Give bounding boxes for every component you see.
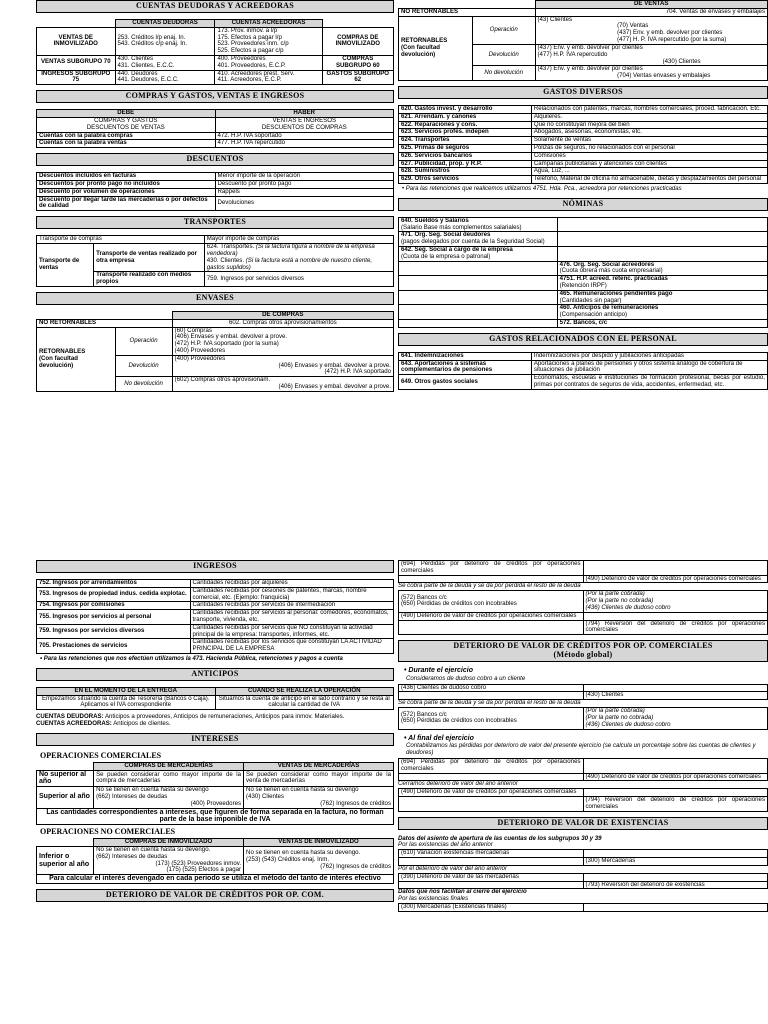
cell: Descuento por pronto pago — [215, 181, 394, 189]
cell: 643. Aportaciones a sistemas complementarios de pensiones — [399, 360, 532, 375]
text: Durante el ejercicio — [408, 667, 473, 675]
nominas-table — [398, 217, 768, 328]
bottom-left-column — [36, 560, 394, 908]
text: (Retención IRPF) — [559, 282, 607, 289]
cell — [94, 847, 244, 875]
row-label: COMPRAS DE INMOVILIZADO — [322, 27, 393, 55]
existencias-table-1 — [398, 849, 768, 866]
subsection-title: OPERACIONES COMERCIALES — [40, 750, 162, 760]
cell: 173. Prov. inmov. a l/p 175. Efectos a pagar l/p 523. Proveedores inm. c/p 525. Efectos a pagar c/p — [215, 27, 322, 55]
text: (430) Clientes — [246, 793, 284, 800]
cell: 705. Prestaciones de servicios — [37, 639, 191, 654]
cell: Operación — [472, 16, 535, 44]
section-deterioro-existencias — [398, 817, 768, 912]
transportes-table — [36, 235, 394, 287]
text: (Salario Base más complementos salariales) — [401, 223, 522, 231]
cell: Descuento por volumen de operaciones — [37, 188, 216, 196]
cell: Alquileres. — [531, 113, 767, 121]
cell: 622. Reparaciones y cons. — [399, 121, 532, 129]
deterioro-cont-table-2 — [398, 590, 768, 635]
section-title: ENVASES — [36, 292, 394, 305]
cell: Transporte de ventas — [37, 244, 94, 287]
cell: Descuentos incluidos en facturas — [37, 173, 216, 181]
text: 460. Anticipos de remuneraciones — [559, 304, 659, 312]
col-header: COMPRAS DE MERCADERÍAS — [94, 762, 244, 770]
cell — [557, 246, 767, 261]
cell: Las cantidades correspondientes a intereses, que figuren de forma separada en la factura, no forman parte de la base imponible de IVA — [37, 808, 394, 825]
subtext: Consideramos de dudoso cobro a un cliente — [406, 674, 526, 682]
section-title: TRANSPORTES — [36, 216, 394, 229]
cell: 620. Gastos invest. y desarrollo — [399, 105, 532, 113]
cell: Agua, Luz, ... — [531, 168, 767, 176]
cell — [244, 787, 394, 808]
cell — [399, 276, 558, 291]
cell: RETORNABLES (Con facultad devolución) — [37, 327, 116, 391]
cell: 752. Ingresos por arrendamientos — [37, 579, 191, 587]
cell: Se pueden considerar como mayor importe de la compra de mercaderías — [94, 770, 244, 787]
cell: 410. Acreedores prest. Serv. 411. Acreedores, E.C.P. — [215, 70, 322, 85]
text: 640. Sueldos y Salarios — [401, 216, 469, 224]
section-deterioro-continuacion — [398, 560, 768, 635]
row-label: INGRESOS SUBGRUPO 75 — [37, 70, 116, 85]
text: Para las retenciones que nos efectúen utilizamos la 473. Hacienda Pública, retenciones y pagos a cuenta — [43, 656, 343, 663]
cell: Cuentas con la palabra ventas — [37, 140, 216, 148]
cell: Descuentos por pronto pago no incluidos — [37, 181, 216, 189]
col-header: CUENTAS DEUDORAS — [115, 19, 215, 27]
cell: (60) Compras (406) Envases y embal. devolver a prove. (472) H.P. IVA soportado (por la suma) (400) Proveedores — [172, 327, 393, 355]
cell — [399, 232, 558, 247]
text: (Cuota obrera más cuota empresarial) — [559, 267, 663, 275]
cell: (490) Deterioro de valor de créditos por operaciones comerciales — [399, 612, 584, 620]
cell: 625. Primas de seguros — [399, 144, 532, 152]
section-envases-ventas — [398, 0, 768, 81]
cell: 624. Transportes — [399, 137, 532, 145]
row-label: VENTAS SUBGRUPO 70 — [37, 56, 116, 71]
global-table-1 — [398, 684, 768, 701]
cell: (390) Deterioro de valor de las mercaderías — [399, 873, 584, 881]
text: (704) Ventas envases y embalajes — [617, 72, 711, 80]
cell — [94, 787, 244, 808]
cell: Transporte de compras — [37, 236, 205, 244]
section-title: INGRESOS — [36, 560, 394, 573]
cell — [399, 290, 558, 305]
text: (602) Compras otros aprovisionam. — [174, 376, 271, 384]
cell: Transporte realizado con medios propios — [94, 272, 205, 287]
cell: Se pueden considerar como mayor importe de la venta de mercaderías — [244, 770, 394, 787]
cell: 759. Ingresos por servicios diversos — [37, 624, 191, 639]
cell: 628. Suministros — [399, 168, 532, 176]
cell: 572. Bancos, c/c — [557, 320, 767, 328]
text: (pagos delegados por cuenta de la Seguridad Social) — [401, 238, 545, 246]
cell — [583, 759, 768, 774]
cell: Indemnizaciones por despido y jubilaciones anticipadas — [531, 352, 767, 360]
cell: Teléfono, Material de oficina no almacenable, dietas y desplazamientos del personal — [531, 176, 767, 184]
cell: COMPRAS Y GASTOS DESCUENTOS DE VENTAS — [37, 118, 216, 133]
text: 430. Clientes. — [206, 256, 245, 264]
row-label: VENTAS DE INMOVILIZADO — [37, 27, 116, 55]
cell — [399, 217, 558, 232]
cell — [535, 66, 767, 81]
subheading: • Al final del ejercicio — [404, 734, 474, 742]
col-header: COMPRAS DE INMOVILIZADO — [94, 839, 244, 847]
cell: 253. Créditos l/p enaj. In. 543. Créditos c/p enaj. In. — [115, 27, 215, 55]
section-cuentas-deudoras-acreedoras — [36, 0, 394, 85]
subtext: Por las existencias del año anterior — [398, 841, 493, 849]
section-title: COMPRAS Y GASTOS, VENTAS E INGRESOS — [36, 90, 394, 103]
text: No se tienen en cuenta hasta su devengo — [246, 786, 359, 794]
existencias-table-3 — [398, 903, 768, 912]
text: (400) Proveedores — [190, 799, 242, 807]
text: (662) Intereses de deudas — [96, 793, 168, 800]
text: (472) H.P. IVA soportado — [324, 368, 391, 376]
note: • Para las retenciones que realicemos utilizamos 4751. Hda. Pca., acreedora por retenciones practicadas — [402, 186, 682, 193]
cell: 626. Servicios bancarios — [399, 152, 532, 160]
cell: (572) Bancos c/c (650) Pérdidas de créditos con incobrables — [399, 591, 584, 612]
cell: Devolución — [472, 44, 535, 65]
section-deterioro-global — [398, 640, 768, 812]
cell — [583, 873, 768, 881]
note: Cerramos deterioro de valor del año anterior — [398, 780, 518, 788]
cell: (Por la parte cobrada) (Por la parte no cobrada) (436) Clientes de dudoso cobro — [583, 591, 768, 612]
bottom-right-column — [398, 560, 768, 917]
cell — [172, 377, 393, 392]
cell: Campañas publicitarias y atenciones con clientes — [531, 160, 767, 168]
cell — [399, 246, 558, 261]
cell: RETORNABLES (Con facultad devolución) — [399, 16, 473, 80]
text: (253) (543) Créditos enaj. Inm. — [246, 856, 330, 864]
cell: 623. Servicios profes. indepen — [399, 129, 532, 137]
row-label: COMPRAS SUBGRUPO 60 — [322, 56, 393, 71]
cell: Abogados, asesorías, economistas, etc. — [531, 129, 767, 137]
haber-header: HABER — [215, 110, 394, 118]
text: Al final del ejercicio — [408, 734, 474, 742]
cell — [399, 261, 558, 276]
cell: Menor importe de la operación — [215, 173, 394, 181]
cell: Rappels — [215, 188, 394, 196]
cell: (Por la parte cobrada) (Por la parte no cobrada) (436) Clientes de dudoso cobro — [583, 708, 768, 729]
section-title — [398, 640, 768, 662]
col-header: DE COMPRAS — [172, 311, 393, 319]
section-title: CUENTAS DEUDORAS Y ACREEDORAS — [36, 0, 394, 13]
col-header: VENTAS DE MERCADERÍAS — [244, 762, 394, 770]
text: (406) Envases y embal. devolver a prove. — [278, 361, 391, 369]
text: CUENTAS DEUDORAS: — [36, 713, 104, 721]
cell: Comisiones — [531, 152, 767, 160]
section-title: GASTOS DIVERSOS — [398, 86, 768, 99]
section-anticipos — [36, 668, 394, 728]
section-title: ANTICIPOS — [36, 668, 394, 681]
cell: (793) Reversión del deterioro de existencias — [583, 881, 768, 889]
cell: 629. Otros servicios — [399, 176, 532, 184]
text: CUENTAS ACREEDORAS: — [36, 720, 112, 727]
cell: 759. Ingresos por servicios diversos — [204, 272, 393, 287]
cell: (794) Reversión del deterioro de créditos por operaciones comerciales — [583, 797, 768, 812]
note: Se cobra parte de la deuda y se da por perdida el resto de la deuda — [398, 582, 581, 590]
cell: 440. Deudores 441. Deudores, E.C.C. — [115, 70, 215, 85]
cell — [557, 276, 767, 291]
row-label: No superior al año — [37, 770, 94, 787]
cell: 602. Compras otros aprovisionamientos — [172, 319, 393, 327]
cell: Empezamos situando la cuenta de Tesorería (Bancos o Caja). Aplicamos el IVA correspondiente — [37, 695, 216, 710]
global-table-3 — [398, 758, 768, 781]
section-intereses — [36, 733, 394, 884]
envases-ventas-table — [398, 0, 768, 81]
note: Se cobra parte de la deuda y se da por perdida el resto de la deuda — [398, 699, 581, 707]
cell: (694) Pérdidas por deterioro de créditos por operaciones comerciales — [399, 561, 584, 576]
cell — [399, 620, 584, 635]
cell: (436) Clientes de dudoso cobro — [399, 684, 584, 692]
intereses-no-comerciales-table — [36, 838, 394, 884]
text: (Método global) — [553, 650, 613, 660]
cell: 472. H.P. IVA soportado — [215, 132, 394, 140]
section-gastos-diversos — [398, 86, 768, 193]
subtext: Contabilizamos las pérdidas por deterioro de valor del presente ejercicio (se calcula un porcentaje sobre las cuentas de clientes y deudores) — [406, 742, 756, 757]
top-left-column — [36, 0, 394, 397]
text: (437) Env. y emb. devolver por clientes (477) H.P. IVA repercutido — [537, 43, 643, 58]
text: 642. Seg. Social a cargo de la empresa — [401, 245, 513, 253]
cell — [399, 305, 558, 320]
cell — [557, 261, 767, 276]
cuentas-acreedoras-text — [36, 721, 394, 728]
cell: Solamente de ventas — [531, 137, 767, 145]
text: (173) (523) Proveedores inmov. — [155, 859, 242, 867]
text: 624. Transportes. — [206, 243, 255, 251]
col-header: CUANDO SE REALIZA LA OPERACIÓN — [215, 687, 394, 695]
section-title: DETERIORO DE VALOR DE EXISTENCIAS — [398, 817, 768, 830]
text: (43) Clientes — [537, 15, 573, 23]
cell: (300) Mercaderías (Existencias finales) — [399, 903, 584, 911]
deterioro-cont-table-1 — [398, 560, 768, 583]
cell — [583, 561, 768, 576]
intereses-comerciales-table — [36, 762, 394, 826]
cell: Cantidades recibidas por cesiones de patentes, marcas, nombre comercial, etc. (Ejemplo: franquicia) — [190, 587, 394, 602]
text: (70) Ventas (437) Env. y emb. devolver por clientes (477) H. P. IVA repercutido (por la suma) — [617, 22, 727, 44]
text: (Cantidades sin pagar) — [559, 296, 622, 304]
cell — [172, 355, 393, 376]
cell: 477. H.P. IVA repercutido — [215, 140, 394, 148]
cell: (694) Pérdidas por deterioro de créditos por operaciones comerciales — [399, 759, 584, 774]
global-table-4 — [398, 788, 768, 811]
cuentas-table — [36, 19, 394, 85]
gastos-diversos-table — [398, 105, 768, 184]
cell: (300) Mercaderías — [583, 858, 768, 866]
text: No se tienen en cuenta hasta su devengo. — [96, 846, 211, 854]
gastos-personal-table — [398, 352, 768, 390]
text: Anticipos de clientes. — [113, 720, 171, 727]
existencias-table-2 — [398, 873, 768, 890]
col-header: DE VENTAS — [535, 1, 767, 9]
cell — [535, 16, 767, 44]
section-transportes — [36, 216, 394, 287]
cell: 430. Clientes 431. Clientes, E.C.C. — [115, 56, 215, 71]
envases-table — [36, 311, 394, 392]
cell: Situamos la cuenta de anticipo en el lado contrario y se resta al calcular la cantidad de IVA — [215, 695, 394, 710]
cell: Cantidades recibidas por servicios que NO constituyan la actividad principal de la empresa: transportes, informes, etc. — [190, 624, 394, 639]
text: (175) (525) Efectos a pagar — [166, 866, 242, 874]
cell: 649. Otros gastos sociales — [399, 375, 532, 390]
cell — [557, 305, 767, 320]
debe-header: DEBE — [37, 110, 216, 118]
cell: 753. Ingresos de propiedad indus. cedida explotac. — [37, 587, 191, 602]
cell: No devolución — [115, 377, 172, 392]
anticipos-table — [36, 687, 394, 710]
section-ingresos — [36, 560, 394, 663]
cell: Descuento por llegar tarde las mercaderías o por defectos de calidad — [37, 196, 216, 211]
cell — [557, 217, 767, 232]
cell: 621. Arrendam. y cánones — [399, 113, 532, 121]
cell: Que no constituyan mejora del bien — [531, 121, 767, 129]
cell: No devolución — [472, 66, 535, 81]
cell — [204, 244, 393, 272]
cell: Transporte de ventas realizado por otra empresa — [94, 244, 205, 272]
text: No se tienen en cuenta hasta su devengo. — [246, 849, 361, 857]
cell: Pólizas de seguros, no relacionados con el personal — [531, 144, 767, 152]
cell: 627. Publicidad, prop. y R.P. — [399, 160, 532, 168]
cell: Cantidades recibidas por servicios de intermediación — [190, 602, 394, 610]
cell: Para calcular el interés devengado en cada periodo se utiliza el método del tanto de interés efectivo — [37, 875, 394, 884]
cell — [399, 797, 584, 812]
row-label: Inferior o superior al año — [37, 847, 94, 875]
cell: Operación — [115, 327, 172, 355]
cell: Cantidades recibidas por alquileres — [190, 579, 394, 587]
row-label: Superior al año — [37, 787, 94, 808]
text: (762) Ingresos de créditos — [320, 799, 391, 807]
cell: NO RETORNABLES — [37, 319, 173, 327]
subsection-title: OPERACIONES NO COMERCIALES — [40, 827, 176, 837]
descuentos-table — [36, 172, 394, 211]
text: (406) Envases y embal. devolver a prove. — [278, 383, 391, 391]
cell: Mayor importe de compras — [204, 236, 393, 244]
cell: (490) Deterioro de valor de créditos por operaciones comerciales — [583, 773, 768, 781]
text: 465. Remuneraciones pendientes pago — [559, 289, 673, 297]
section-gastos-personal — [398, 333, 768, 390]
cell: Relacionados con patentes, marcas, nombres comerciales, proced. fabricación. Etc. — [531, 105, 767, 113]
col-header: EN EL MOMENTO DE LA ENTREGA — [37, 687, 216, 695]
cell: (490) Deterioro de valor de créditos por operaciones comerciales — [399, 789, 584, 797]
cell: Cantidades recibidas por servicios al personal: comedores, economatos, transporte, vivienda, etc. — [190, 610, 394, 625]
text: (Si la factura está a nombre de nuestro cliente, gastos suplidos) — [206, 256, 373, 271]
subtext: Datos del asiento de apertura de las cuentas de los subgrupos 30 y 39 — [398, 834, 602, 842]
cell — [244, 847, 394, 875]
cell: NO RETORNABLES — [399, 8, 536, 16]
subheading: • Durante el ejercicio — [404, 667, 473, 675]
cell: 704. Ventas de envases y embalajes — [535, 8, 767, 16]
cell — [557, 290, 767, 305]
text: 4751. H.P. acreed. retenc. practicadas — [559, 275, 668, 283]
cell: 754. Ingresos por comisiones — [37, 602, 191, 610]
bottom-page — [0, 560, 768, 1024]
cell: 641. Indemnizaciones — [399, 352, 532, 360]
subtext: Por las existencias finales — [398, 895, 469, 903]
section-descuentos — [36, 153, 394, 211]
text: (762) Ingresos de créditos — [320, 863, 391, 871]
cell — [583, 903, 768, 911]
section-nominas — [398, 198, 768, 328]
ingresos-table — [36, 579, 394, 654]
text: 471. Org. Seg. Social deudores — [401, 231, 491, 239]
cell: (794) Reversión del deterioro de créditos por operaciones comerciales — [583, 620, 768, 635]
section-envases — [36, 292, 394, 392]
cell — [557, 232, 767, 247]
section-title: DESCUENTOS — [36, 153, 394, 166]
row-label: GASTOS SUBGRUPO 62 — [322, 70, 393, 85]
text: DETERIORO DE VALOR DE CRÉDITOS POR OP. COMERCIALES — [453, 641, 713, 651]
section-title: NÓMINAS — [398, 198, 768, 211]
cell: VENTAS E INGRESOS DESCUENTOS DE COMPRAS — [215, 118, 394, 133]
text: (662) Intereses de deudas — [96, 852, 168, 860]
cell: (490) Deterioro de valor de créditos por operaciones comerciales — [583, 575, 768, 583]
cell — [583, 612, 768, 620]
section-title: INTERESES — [36, 733, 394, 746]
text: (400) Proveedores — [174, 354, 226, 362]
text: (Cuota de la empresa o patronal) — [401, 252, 491, 260]
note: • Para las retenciones que nos efectúen utilizamos la 473. Hacienda Pública, retenciones y pagos a cuenta — [40, 656, 343, 663]
text: (Si la factura figura a nombre de la empresa vendedora) — [206, 243, 375, 257]
cell: Cuentas con la palabra compras — [37, 132, 216, 140]
section-title: DETERIORO DE VALOR DE CRÉDITOS POR OP. COM. — [36, 889, 394, 902]
cell: (572) Bancos c/c (650) Pérdidas de créditos con incobrables — [399, 708, 584, 729]
subtext: Por el deterioro de valor del año anterior — [398, 864, 508, 872]
cell — [535, 44, 767, 65]
cell: Aportaciones a planes de pensiones y otros sistema análogo de cobertura de situaciones de jubilación — [531, 360, 767, 375]
text: No se tienen en cuenta hasta su devengo — [96, 786, 209, 794]
cell: Devolución — [115, 355, 172, 376]
text: (437) Env. y emb. devolver por clientes — [537, 65, 643, 73]
cell: Economatos, escuelas e instituciones de formación profesional, becas por estudio, primas por contratos de seguros de vida, accidentes, enfermedad, etc. — [531, 375, 767, 390]
cell — [399, 320, 558, 328]
text: Anticipos a proveedores, Anticipos de remuneraciones, Anticipos para inmov. Materiales. — [104, 713, 345, 721]
cell: 400. Proveedores 401. Proveedores, E.C.P. — [215, 56, 322, 71]
top-right-column — [398, 0, 768, 395]
cell: (430) Clientes — [583, 692, 768, 700]
cell: (610) Variación existencias mercaderías — [399, 850, 584, 858]
section-compras-gastos — [36, 90, 394, 148]
cell: Cantidades recibidas por los servicios que constituyan LA ACTIVIDAD PRINCIPAL DE LA EMPRESA — [190, 639, 394, 654]
cell: 755. Ingresos por servicios al personal — [37, 610, 191, 625]
subtext: Datos que nos facilitan al cierre del ejercicio — [398, 888, 527, 896]
text: (Compensación anticipo) — [559, 311, 628, 319]
text: 476. Org. Seg. Social acreedores — [559, 260, 655, 268]
cell: Devoluciones — [215, 196, 394, 211]
text: Para las retenciones que realicemos utilizamos 4751. Hda. Pca., acreedora por retenciones practicadas — [405, 186, 682, 193]
text: (430) Clientes — [662, 57, 701, 65]
col-header: VENTAS DE INMOVILIZADO — [244, 839, 394, 847]
col-header: CUENTAS ACREEDORAS — [215, 19, 322, 27]
global-table-2 — [398, 707, 768, 729]
section-title: GASTOS RELACIONADOS CON EL PERSONAL — [398, 333, 768, 346]
debe-haber-table — [36, 109, 394, 148]
